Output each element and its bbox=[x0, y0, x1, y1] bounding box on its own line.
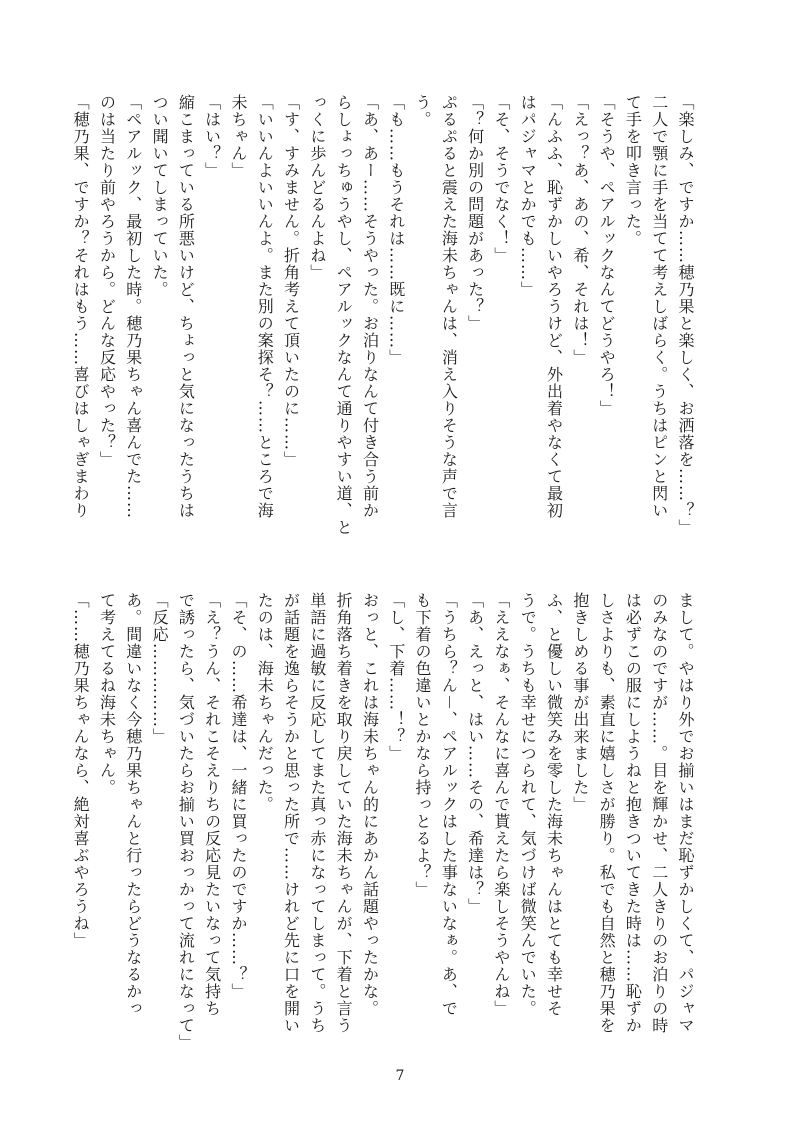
text-line: 「え？うん、それこそえりちの反応見たいなって気持ち bbox=[202, 592, 222, 1017]
text-line: う。 bbox=[413, 94, 433, 128]
text-line: たのは、海未ちゃんだった。 bbox=[255, 592, 275, 813]
text-line: つい聞いてしまっていた。 bbox=[150, 94, 170, 298]
text-line: 「あ、あー……そうやった。お泊りなんて付き合う前か bbox=[360, 94, 380, 519]
text-line: て考えてるね海未ちゃん。 bbox=[97, 592, 117, 796]
text-line: しさよりも、素直に嬉しさが勝り。私でも自然と穂乃果を bbox=[597, 592, 617, 1034]
text-line: 「……穂乃果ちゃんなら、絶対喜ぶやろうね」 bbox=[71, 592, 91, 949]
text-line: 縮こまっている所悪いけど、ちょっと気になったうちは bbox=[176, 94, 196, 519]
text-line: 「？何か別の問題があった？」 bbox=[465, 94, 485, 332]
text-line: 「す、すみません。折角考えて頂いたのに……」 bbox=[281, 94, 301, 468]
lower-text-block bbox=[71, 592, 698, 1062]
text-line: 抱きしめる事が出来ました」 bbox=[570, 592, 590, 813]
page-number: 7 bbox=[395, 1068, 405, 1084]
text-line: 単語に過敏に反応してまた真っ赤になってしまって。うち bbox=[307, 592, 327, 1034]
text-line: 「いいんよいいんよ。また別の案探そ？……ところで海 bbox=[255, 94, 275, 519]
text-line: は必ずこの服にしようねと抱きついてきた時は……恥ずか bbox=[623, 592, 643, 1034]
text-line: 「んふふ、恥ずかしいやろうけど、外出着やなくて最初 bbox=[544, 94, 564, 519]
text-line: 「えっ？あ、あの、希、それは！」 bbox=[570, 94, 590, 366]
text-line: 「そ、の……希達は、一緒に買ったのですか……？」 bbox=[228, 592, 248, 1000]
text-line: 「そうや、ペアルックなんてどうやろ！」 bbox=[597, 94, 617, 417]
text-line: おっと、これは海未ちゃん的にあかん話題やったかな。 bbox=[360, 592, 380, 1017]
text-line: まして。やはり外でお揃いはまだ恥ずかしくて、パジャマ bbox=[676, 592, 695, 1034]
text-line: 「あ、えっと、はい……その、希達は？」 bbox=[465, 592, 485, 915]
text-line: 「し、下着……！？」 bbox=[386, 592, 406, 762]
text-line: あ。間違いなく今穂乃果ちゃんと行ったらどうなるかっ bbox=[123, 592, 143, 1017]
text-line: 未ちゃん」 bbox=[228, 94, 248, 179]
text-line: 「反応……………」 bbox=[150, 592, 170, 745]
text-line: 「穂乃果、ですか？それはもう……喜びはしゃぎまわり bbox=[71, 94, 91, 519]
text-line: て手を叩き言った。 bbox=[623, 94, 643, 247]
text-line: っくに歩んどるんよね」 bbox=[307, 94, 327, 281]
text-line: 「も……もうそれは……既に……」 bbox=[386, 94, 406, 366]
text-line: 「ペアルック、最初した時。穂乃果ちゃん喜んでた…… bbox=[123, 94, 143, 519]
upper-text-block bbox=[71, 94, 698, 564]
text-line: が話題を逸らそうかと思った所で……けれど先に口を開い bbox=[281, 592, 301, 1034]
text-line: のは当たり前やろうから。どんな反応やった？」 bbox=[97, 94, 117, 468]
text-line: ぷるぷると震えた海未ちゃんは、消え入りそうな声で言 bbox=[439, 94, 459, 519]
text-line: はパジャマとかでも……」 bbox=[518, 94, 538, 298]
text-line: うで。うちも幸せにつられて、気づけば微笑んでいた。 bbox=[518, 592, 538, 1017]
text-line: らしょっちゅうやし、ペアルックなんて通りやすい道、と bbox=[334, 94, 354, 536]
text-line: ふ、と優しい微笑みを零した海未ちゃんはとても幸せそ bbox=[544, 592, 564, 1017]
text-line: 「ええなぁ、そんなに喜んで貰えたら楽しそうやんね」 bbox=[491, 592, 511, 1017]
text-line: 「楽しみ、ですか……穂乃果と楽しく、お洒落を……？」 bbox=[676, 94, 695, 536]
text-line: 折角落ち着きを取り戻していた海未ちゃんが、下着と言う bbox=[334, 592, 354, 1034]
text-line: のみなのですが……。目を輝かせ、二人きりのお泊りの時 bbox=[649, 592, 669, 1034]
text-line: も下着の色違いとかなら持っとるよ？」 bbox=[413, 592, 433, 898]
text-line: 二人で顎に手を当てて考えしばらく。うちはピンと閃い bbox=[649, 94, 669, 519]
text-line: で誘ったら、気づいたらお揃い買おっかって流れになって」 bbox=[176, 592, 196, 1051]
text-line: 「はい？」 bbox=[202, 94, 222, 179]
text-line: 「そ、そうでなく！」 bbox=[491, 94, 511, 264]
text-line: 「うちら？ん－、ペアルックはした事ないなぁ。あ、で bbox=[439, 592, 459, 1018]
